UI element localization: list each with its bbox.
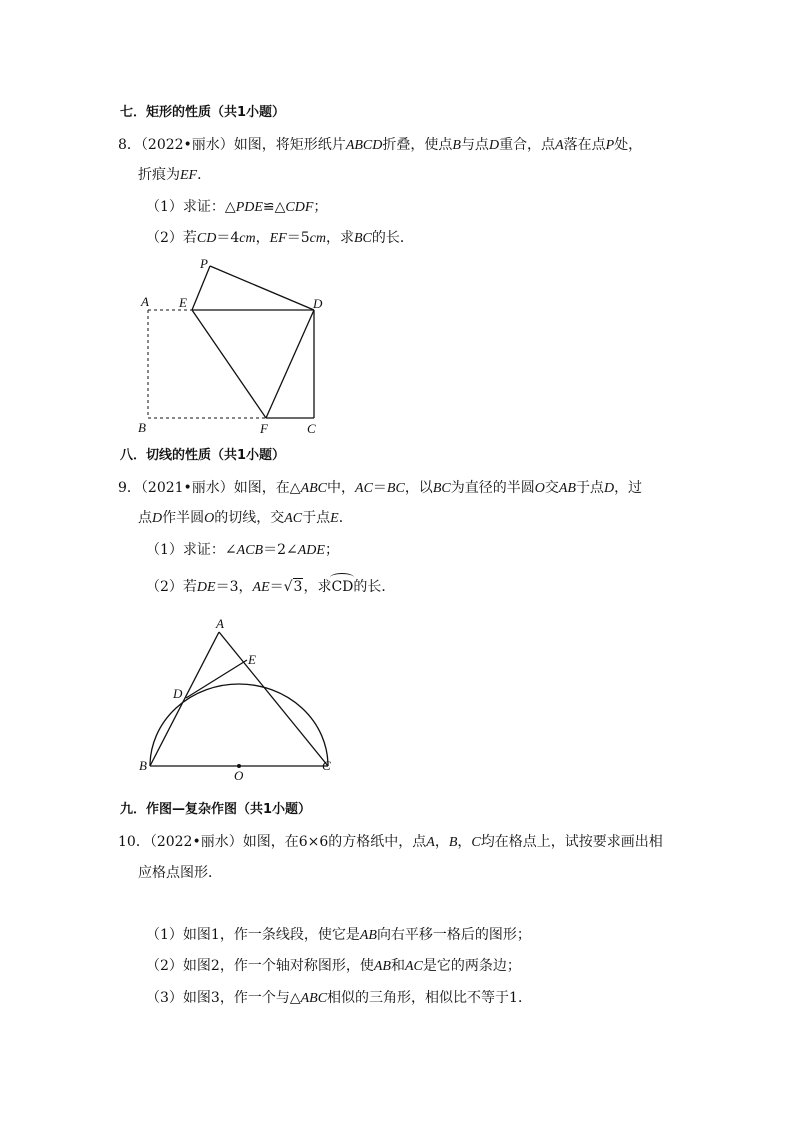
q8-var: D xyxy=(488,138,500,153)
q9-text: ＝ xyxy=(269,579,284,595)
q9-var: D xyxy=(152,511,163,526)
question-8-part-2 xyxy=(146,229,414,248)
q9-text: 于点 xyxy=(302,510,331,526)
label-E: E xyxy=(179,295,187,310)
label-A: A xyxy=(216,616,224,631)
label-P: P xyxy=(200,256,208,271)
q9-text: ＝2∠ xyxy=(263,542,298,558)
q8-var: BC xyxy=(353,231,372,246)
q10-var: AC xyxy=(404,959,423,974)
q10-var: C xyxy=(471,835,481,850)
q9-text: 中， xyxy=(327,480,356,496)
q8-text: 落在点 xyxy=(563,137,606,153)
q9-text: 交 xyxy=(544,480,559,496)
question-9-stem-cont xyxy=(138,509,353,528)
q8-var: A xyxy=(555,138,564,153)
segment-DF xyxy=(266,310,314,418)
segment-PE xyxy=(192,266,210,310)
q10-var: ABC xyxy=(300,991,328,1006)
q10-var: AB xyxy=(373,959,391,974)
label-F: F xyxy=(260,421,268,436)
label-C: C xyxy=(307,421,316,436)
q9-var: AC xyxy=(355,481,373,496)
q10-source: （2022•丽水）如图，在6×6的方格纸中，点 xyxy=(149,834,427,850)
q8-var: EF xyxy=(180,168,198,183)
q9-text: ＝ xyxy=(372,480,387,496)
section-heading-7: 七．矩形的性质（共1小题） xyxy=(120,105,286,120)
q8-var: P xyxy=(605,138,615,153)
question-10-stem xyxy=(118,833,663,852)
q9-var: E xyxy=(330,511,339,526)
question-number: 9． xyxy=(118,480,141,496)
q8-text: （1）求证：△ xyxy=(146,199,236,215)
q10-text: 向右平移一格后的图形； xyxy=(376,927,531,943)
q9-source: （2021•丽水）如图，在△ xyxy=(140,480,301,496)
label-B: B xyxy=(138,420,146,435)
q8-text: 折痕为 xyxy=(138,167,180,183)
q10-text: （3）如图3，作一个与△ xyxy=(146,990,301,1006)
q8-text: ≌△ xyxy=(262,199,286,215)
q9-var: O xyxy=(204,511,215,526)
q10-text: ， xyxy=(457,834,472,850)
q9-text: （2）若 xyxy=(146,579,197,595)
q10-text: （2）如图2，作一个轴对称图形，使 xyxy=(146,958,374,974)
q8-text: ， xyxy=(255,230,270,246)
q8-unit: cm xyxy=(239,231,256,246)
q9-var: AB xyxy=(558,481,576,496)
q8-text: 处， xyxy=(614,137,643,153)
q8-var: PDE xyxy=(235,200,263,215)
q10-text: 是它的两条边； xyxy=(422,958,521,974)
q8-text: 折叠，使点 xyxy=(382,137,453,153)
q9-text: ． xyxy=(338,510,353,526)
q8-var: CDF xyxy=(285,200,314,215)
question-8-part-1 xyxy=(146,198,327,217)
segment-EF xyxy=(192,310,266,418)
question-9-stem xyxy=(118,479,642,498)
q8-var: CD xyxy=(196,231,217,246)
q8-var: B xyxy=(452,138,461,153)
sqrt-radicand: 3 xyxy=(293,579,303,595)
question-10-part-2 xyxy=(146,957,521,976)
q9-text: ＝3， xyxy=(215,579,253,595)
q10-text: （1）如图1，作一条线段，使它是 xyxy=(146,927,360,943)
question-8-stem-cont xyxy=(138,166,211,185)
section-heading-8: 八．切线的性质（共1小题） xyxy=(120,448,286,463)
q9-text: ，过 xyxy=(614,480,643,496)
q9-var: AC xyxy=(284,511,303,526)
q8-text: 的长． xyxy=(371,230,414,246)
q9-var: DE xyxy=(196,580,216,595)
q9-text: 点 xyxy=(138,510,152,526)
sqrt-symbol: √3 xyxy=(283,579,303,595)
q8-text: 重合，点 xyxy=(499,137,556,153)
question-10-part-1 xyxy=(146,926,531,945)
q10-text: 均在格点上，试按要求画出相 xyxy=(480,834,663,850)
q9-text: 为直径的半圆 xyxy=(450,480,535,496)
q10-text: ， xyxy=(434,834,449,850)
label-A: A xyxy=(141,294,149,309)
q9-var: BC xyxy=(432,481,451,496)
q9-text: ，求 xyxy=(303,579,332,595)
q10-var: A xyxy=(426,835,435,850)
label-B: B xyxy=(139,758,147,773)
question-10-part-3 xyxy=(146,989,532,1008)
question-9-part-2 xyxy=(146,578,395,597)
label-O: O xyxy=(234,768,244,783)
q8-figure-folded-rectangle xyxy=(130,250,340,440)
section-heading-9: 九．作图—复杂作图（共1小题） xyxy=(120,802,312,817)
q8-source: （2022•丽水）如图，将矩形纸片 xyxy=(140,137,346,153)
q8-text: ＝4 xyxy=(216,230,240,246)
q9-var: O xyxy=(534,481,545,496)
q9-var: ACB xyxy=(236,543,264,558)
q8-text: ． xyxy=(197,167,212,183)
segment-AC xyxy=(219,632,328,766)
q9-var: ABC xyxy=(300,481,328,496)
q9-var: ADE xyxy=(297,543,325,558)
arc-CD: CD xyxy=(331,579,354,595)
q9-var: BC xyxy=(386,481,405,496)
q10-var: B xyxy=(448,835,458,850)
q8-var: EF xyxy=(269,231,287,246)
segment-PD xyxy=(210,266,314,310)
q10-text: 相似的三角形，相似比不等于1． xyxy=(327,990,532,1006)
q8-text: （2）若 xyxy=(146,230,197,246)
q9-text: ； xyxy=(324,542,339,558)
q9-var: AE xyxy=(252,580,270,595)
q9-text: 的长． xyxy=(353,579,396,595)
q9-text: 作半圆 xyxy=(162,510,205,526)
q9-text: 的切线，交 xyxy=(214,510,285,526)
q9-var: D xyxy=(603,481,615,496)
q8-var: ABCD xyxy=(345,138,383,153)
q8-text: ，求 xyxy=(325,230,354,246)
q8-text: ＝5 xyxy=(286,230,310,246)
q9-text: （1）求证：∠ xyxy=(146,542,237,558)
question-9-part-1 xyxy=(146,541,339,560)
question-number: 8． xyxy=(118,137,141,153)
label-D: D xyxy=(173,686,183,701)
q10-text: 和 xyxy=(390,958,405,974)
q9-figure-semicircle-triangle xyxy=(130,612,345,787)
question-10-stem-cont: 应格点图形． xyxy=(138,865,222,881)
q8-text: ； xyxy=(313,199,328,215)
q8-unit: cm xyxy=(309,231,326,246)
q10-var: AB xyxy=(359,928,377,943)
label-C: C xyxy=(322,758,331,773)
label-E: E xyxy=(248,652,256,667)
segment-AB xyxy=(150,632,219,766)
label-D: D xyxy=(313,296,323,311)
q8-text: 与点 xyxy=(460,137,489,153)
q9-text: ，以 xyxy=(404,480,433,496)
question-8-stem xyxy=(118,136,642,155)
question-number: 10． xyxy=(118,834,150,850)
q9-text: 于点 xyxy=(575,480,604,496)
